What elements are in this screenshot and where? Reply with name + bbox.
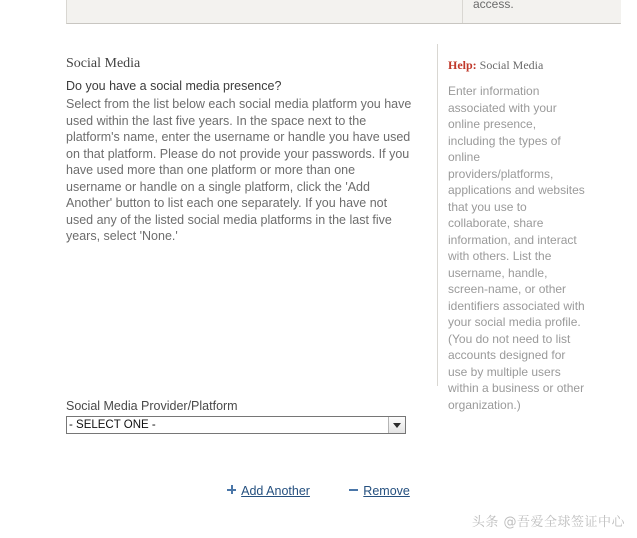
remove-link[interactable]: Remove: [363, 484, 410, 498]
help-panel: [437, 44, 597, 412]
add-another-link[interactable]: Add Another: [241, 484, 310, 498]
instructions-text: Select from the list below each social media platform you have used within the last five years. In the space next to the platform's name, enter the username or handle you have used on that platform. Please do not provide your passwords. If you have used more than one platform or more than one username or handle on a single platform, click the 'Add Another' button to list each one separately. If you have not used any of the listed social media platforms in the last five years, select 'None.': [66, 97, 412, 243]
provider-field-block: [66, 399, 426, 434]
provider-field-label: Social Media Provider/Platform: [66, 399, 238, 413]
help-topic: Social Media: [479, 58, 544, 72]
section-title: Social Media: [66, 56, 141, 71]
help-panel-title: [448, 58, 585, 73]
action-row: [0, 484, 637, 498]
social-media-section: [66, 44, 436, 245]
social-media-provider-select[interactable]: [66, 416, 406, 434]
top-form-panel: [66, 0, 621, 24]
help-label: Help:: [448, 58, 477, 72]
main-content: [0, 44, 637, 514]
provider-select-wrap[interactable]: [66, 416, 406, 434]
top-help-text: access.: [473, 0, 514, 11]
watermark: 头条 @吾爱全球签证中心: [471, 515, 625, 530]
minus-icon: [349, 485, 358, 494]
help-panel-body: Enter information associated with your online presence, including the types of online providers/platforms, applications and websites that you use to collaborate, share information, and interact with others. List the username, handle, screen-name, or other identifiers associated with your social media profile. (You do not need to list accounts designed for use by multiple users within a business or other organization.): [448, 84, 585, 412]
panel-spacer: [0, 25, 637, 44]
question-text: Do you have a social media presence?: [66, 79, 282, 93]
top-help-panel: [462, 0, 621, 23]
remove-action[interactable]: [349, 484, 410, 498]
plus-icon: [227, 485, 236, 494]
add-another-action[interactable]: [227, 484, 310, 498]
